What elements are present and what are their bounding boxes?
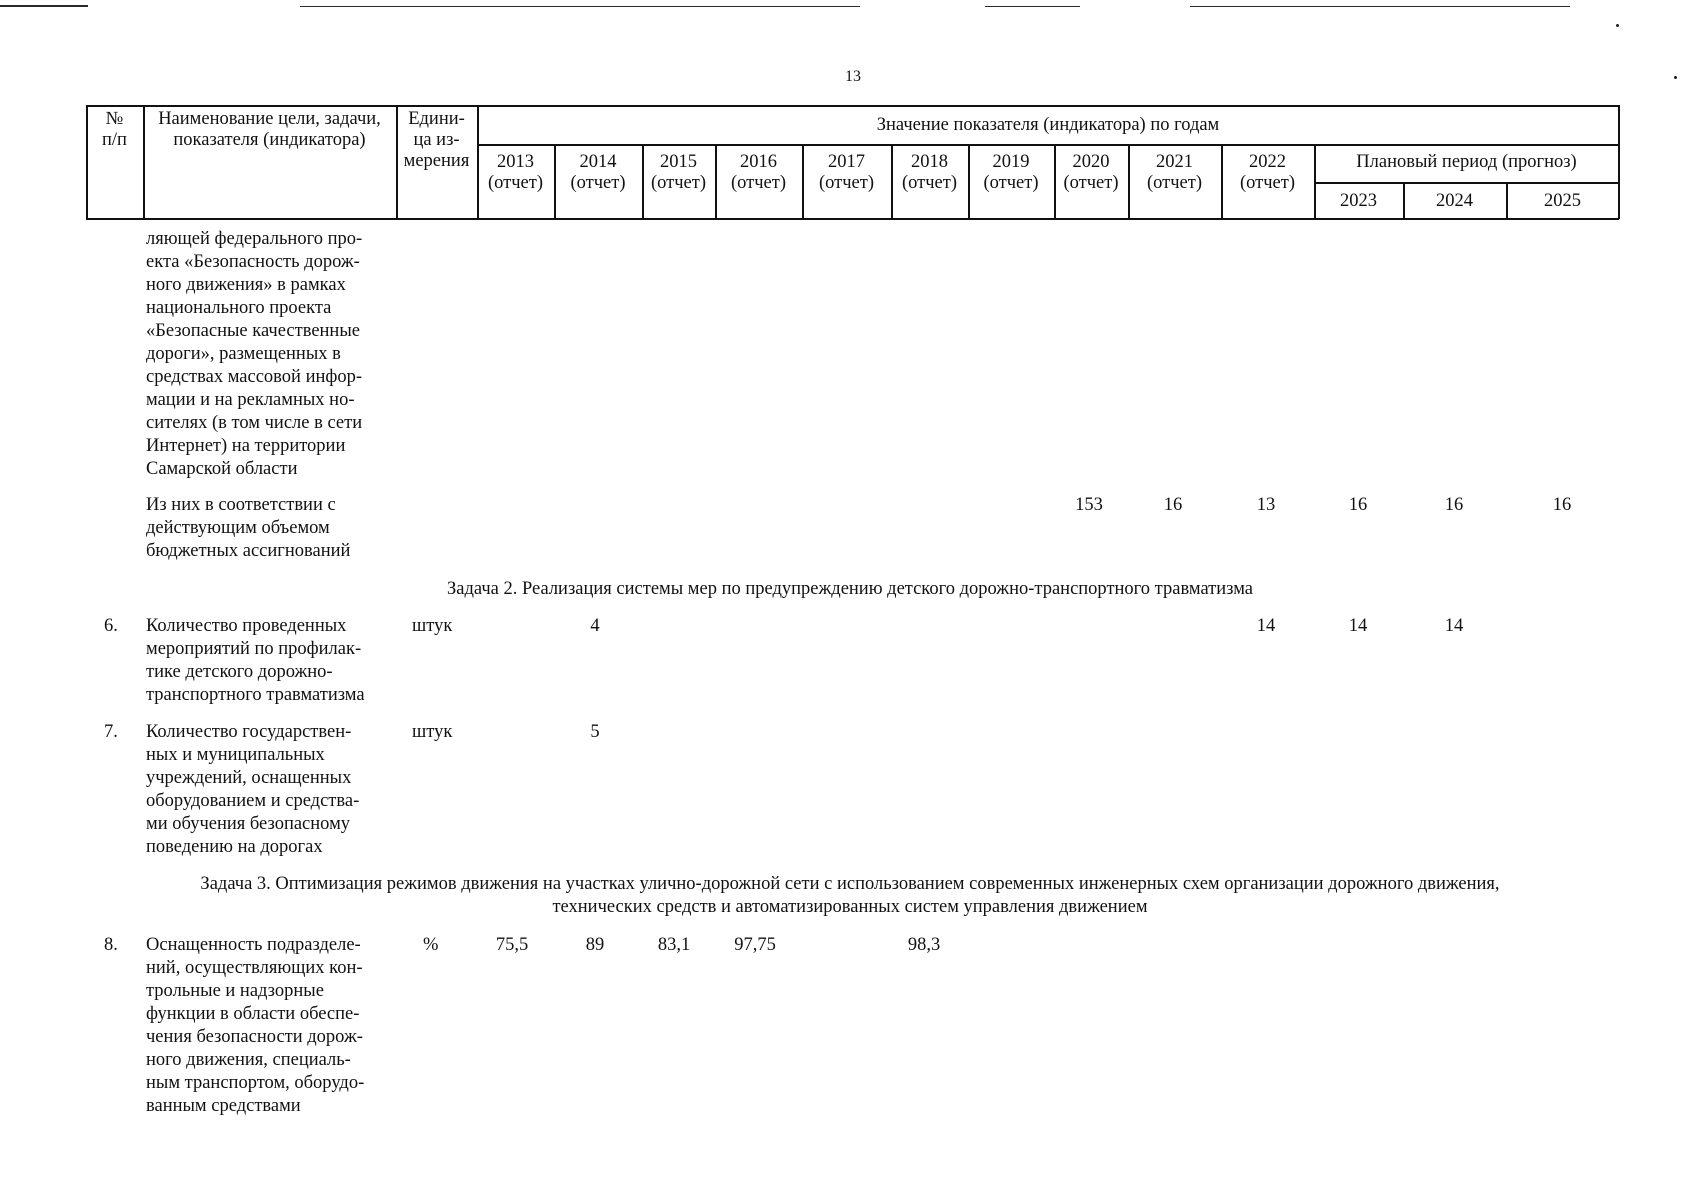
header-year: 2018 [911, 152, 948, 172]
value-2024: 16 [1444, 495, 1464, 515]
scan-speck [1616, 24, 1619, 27]
header-unit: Едини- [408, 109, 465, 129]
header-forecast-title: Плановый период (прогноз) [1356, 152, 1577, 172]
unit: % [423, 935, 439, 955]
task-heading: Задача 2. Реализация системы мер по предупреждению детского дорожно-транспортного травматизма [446, 579, 1254, 599]
value-2014: 89 [585, 935, 605, 955]
indicator-description: Оснащенность подразделе- ний, осуществляющих кон- трольные и надзорные функции в области обеспе- чения безопасности дорож- ного движения, специаль- ным транспортом, оборудо- ванным средствами [146, 935, 365, 1116]
value-2025: 16 [1552, 495, 1572, 515]
header-num: п/п [102, 130, 127, 150]
scan-edge-line [985, 6, 1080, 7]
header-year: 2017 [828, 152, 865, 172]
header-unit: мерения [403, 151, 470, 171]
header-year: 2015 [660, 152, 697, 172]
header-name: Наименование цели, задачи, [158, 109, 381, 129]
header-forecast-year: 2025 [1544, 191, 1581, 211]
scan-edge-line [300, 6, 860, 7]
value-2018: 98,3 [907, 935, 941, 955]
indicator-description: Количество государствен- ных и муниципальных учреждений, оснащенных оборудованием и средства- ми обучения безопасному поведению на дорогах [146, 722, 360, 857]
value-2022: 13 [1256, 495, 1276, 515]
header-year: 2019 [992, 152, 1030, 172]
header-year: 2016 [740, 152, 777, 172]
header-year: 2021 [1156, 152, 1193, 172]
header-report-label: (отчет) [1063, 173, 1119, 193]
header-report-label: (отчет) [1146, 173, 1202, 193]
value-2015: 83,1 [657, 935, 691, 955]
header-report-label: (отчет) [650, 173, 706, 193]
indicator-description: Из них в соответствии с действующим объемом бюджетных ассигнований [146, 495, 351, 561]
header-year: 2014 [579, 152, 617, 172]
header-year: 2013 [497, 152, 534, 172]
row-number: 8. [104, 935, 118, 955]
indicator-description: Количество проведенных мероприятий по профилак- тике детского дорожно- транспортного травматизма [146, 616, 365, 705]
value-2013: 75,5 [495, 935, 529, 955]
header-report-label: (отчет) [818, 173, 874, 193]
row-number: 6. [104, 616, 118, 636]
value-2016: 97,75 [734, 935, 776, 955]
task-heading: Задача 3. Оптимизация режимов движения на участках улично-дорожной сети с использованием современных инженерных схем организации дорожного движения, технических средств и автоматизированных систем управления движением [200, 874, 1500, 917]
header-report-label: (отчет) [983, 173, 1039, 193]
indicator-description: ляющей федерального про- екта «Безопасность дорож- ного движения» в рамках национального проекта «Безопасные качественные дороги», размещенных в средствах массовой инфор- мации и на рекламных но- сителях (в том числе в сети Интернет) на территории Самарской области [146, 229, 363, 479]
value-2014: 5 [590, 722, 600, 742]
header-report-label: (отчет) [901, 173, 957, 193]
header-values-title: Значение показателя (индикатора) по годам [876, 115, 1220, 135]
value-2022: 14 [1256, 616, 1276, 636]
unit: штук [412, 616, 453, 636]
value-2024: 14 [1444, 616, 1464, 636]
header-forecast-year: 2023 [1340, 191, 1377, 211]
table-header [86, 105, 1619, 219]
scan-edge-line [0, 5, 88, 7]
value-2021: 16 [1163, 495, 1183, 515]
header-num: № [105, 109, 124, 129]
scan-speck [1674, 76, 1677, 79]
header-report-label: (отчет) [487, 173, 543, 193]
value-2023: 16 [1348, 495, 1368, 515]
row-number: 7. [104, 722, 118, 742]
header-unit: ца из- [413, 130, 460, 150]
header-report-label: (отчет) [730, 173, 786, 193]
header-report-label: (отчет) [570, 173, 626, 193]
header-name: показателя (индикатора) [173, 130, 366, 150]
value-2014: 4 [590, 616, 600, 636]
value-2020: 153 [1075, 495, 1103, 515]
header-report-label: (отчет) [1239, 173, 1295, 193]
value-2023: 14 [1348, 616, 1368, 636]
header-forecast-year: 2024 [1436, 191, 1473, 211]
page-number: 13 [845, 68, 861, 85]
header-year: 2022 [1249, 152, 1286, 172]
header-year: 2020 [1072, 152, 1110, 172]
unit: штук [412, 722, 453, 742]
scan-edge-line [1190, 6, 1570, 7]
